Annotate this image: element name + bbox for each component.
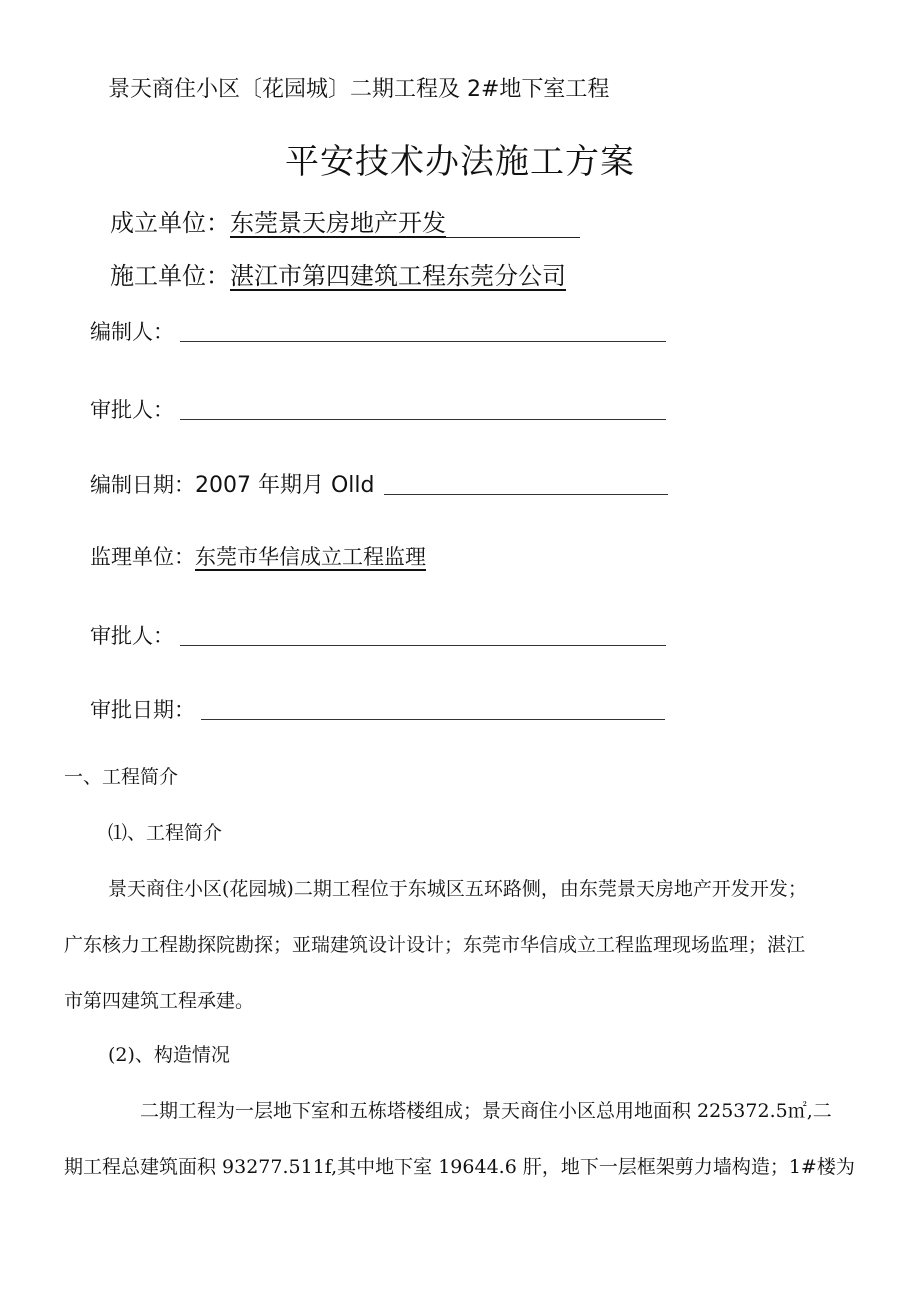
approver2-row: [90, 620, 666, 650]
compiler-row: [90, 316, 666, 346]
build-unit-label: 成立单位：: [110, 209, 230, 237]
compiler-label: 编制人：: [90, 320, 174, 344]
approval-date-label: 审批日期：: [90, 698, 195, 722]
supervisor-row: [90, 541, 426, 571]
build-unit-value: 东莞景天房地产开发: [230, 209, 446, 237]
approval-date-row: [90, 694, 665, 724]
supervisor-value: 东莞市华信成立工程监理: [195, 545, 426, 569]
compile-date-field[interactable]: [384, 493, 668, 495]
approver2-label: 审批人：: [90, 624, 174, 648]
compile-date-value: 2007 年期月 Olld: [195, 473, 375, 498]
paragraph-line: 二期工程为一层地下室和五栋塔楼组成；景天商住小区总用地面积 225372.5㎡,二: [140, 1100, 832, 1122]
approver1-field[interactable]: [180, 418, 666, 420]
approver2-field[interactable]: [180, 644, 666, 646]
paragraph-line: 期工程总建筑面积 93277.511f,其中地下室 19644.6 肝，地下一层框架剪力墙构造；1#楼为: [64, 1156, 855, 1178]
page-title: 平安技术办法施工方案: [285, 142, 635, 182]
build-unit-blank: [446, 215, 580, 238]
paragraph-line: 景天商住小区(花园城)二期工程位于东城区五环路侧，由东莞景天房地产开发开发；: [108, 878, 807, 900]
subsection-heading: (2)、构造情况: [108, 1044, 230, 1066]
construct-unit-row: [110, 256, 566, 291]
paragraph-line: 广东核力工程勘探院勘探；亚瑞建筑设计设计；东莞市华信成立工程监理现场监理；湛江: [64, 934, 806, 956]
compiler-field[interactable]: [180, 340, 666, 342]
paragraph-line: 市第四建筑工程承建。: [64, 990, 255, 1012]
build-unit-row: [110, 203, 580, 238]
approver1-row: [90, 394, 666, 424]
construct-unit-label: 施工单位：: [110, 262, 230, 290]
compile-date-label: 编制日期：: [90, 473, 195, 497]
project-title: 景天商住小区〔花园城〕二期工程及 2#地下室工程: [108, 77, 610, 102]
approver1-label: 审批人：: [90, 398, 174, 422]
supervisor-label: 监理单位：: [90, 545, 195, 569]
approval-date-field[interactable]: [201, 718, 665, 720]
construct-unit-value: 湛江市第四建筑工程东莞分公司: [230, 262, 566, 290]
section-heading: 一、工程简介: [64, 766, 179, 788]
compile-date-row: [90, 468, 668, 499]
subsection-heading: ⑴、工程简介: [108, 822, 223, 844]
